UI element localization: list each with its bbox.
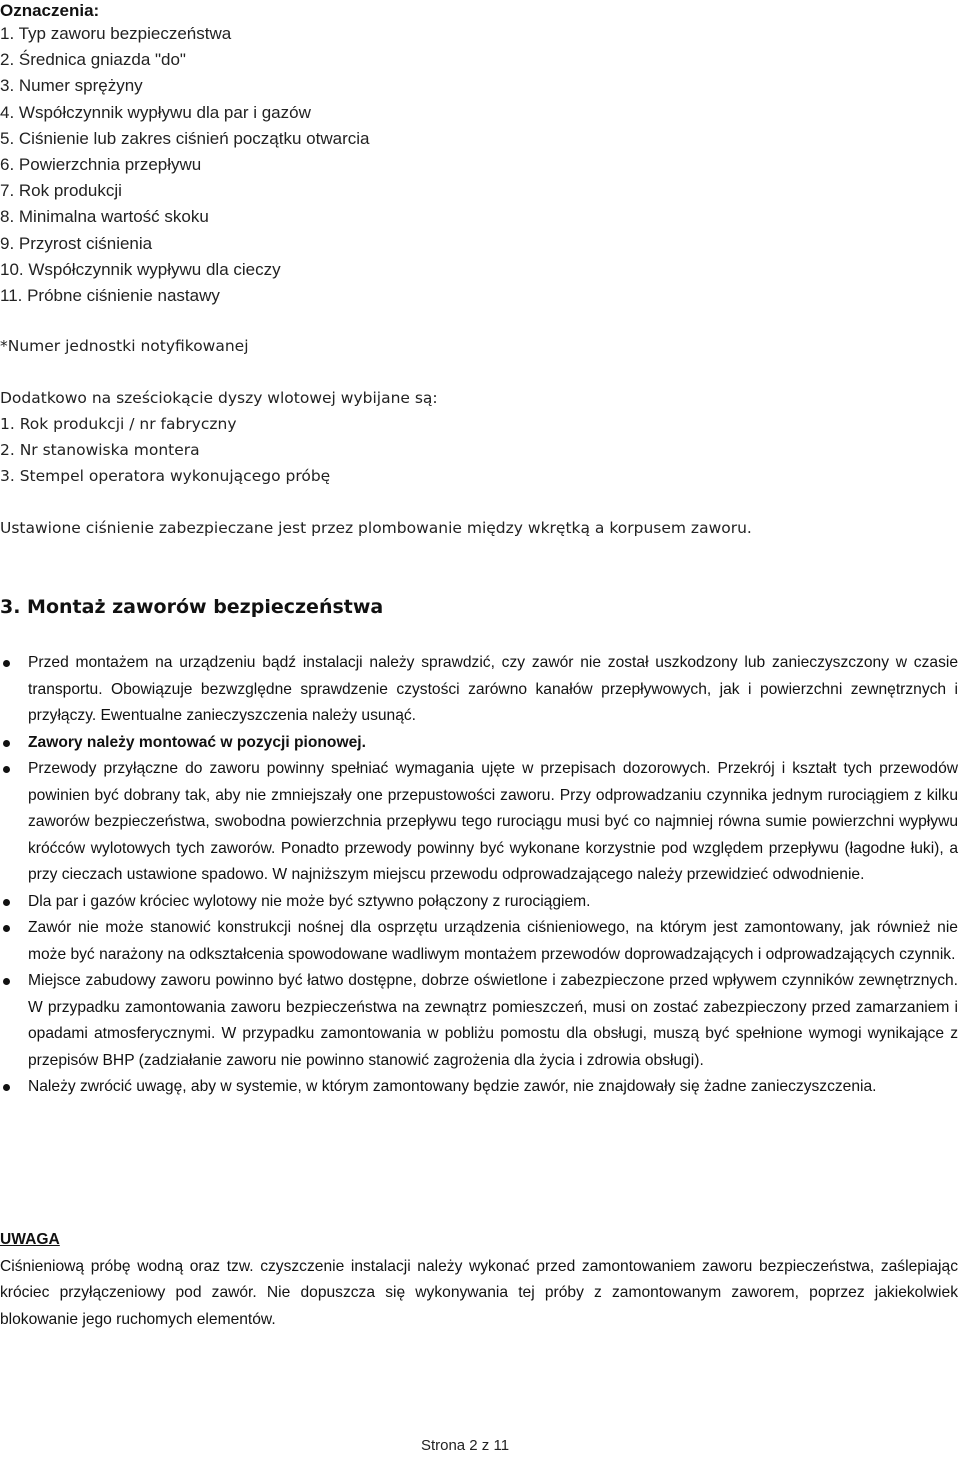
- bullet-item: [0, 756, 958, 889]
- nozzle-marking-item: 1. Rok produkcji / nr fabryczny: [0, 415, 237, 433]
- designations-list: [0, 21, 369, 309]
- designation-item: 2. Średnica gniazda "do": [0, 50, 186, 70]
- designation-item: 8. Minimalna wartość skoku: [0, 207, 209, 227]
- designation-item: 11. Próbne ciśnienie nastawy: [0, 286, 220, 306]
- bullet-text: Zawory należy montować w pozycji pionowej.: [28, 733, 366, 751]
- designation-item: 9. Przyrost ciśnienia: [0, 233, 153, 253]
- bullet-dot-icon: [3, 899, 10, 906]
- notified-body-note: *Numer jednostki notyfikowanej: [0, 337, 249, 355]
- designation-item: 5. Ciśnienie lub zakres ciśnień początku otwarcia: [0, 128, 370, 148]
- bullet-dot-icon: [3, 766, 10, 773]
- bullet-text: Zawór nie może stanowić konstrukcji nośnej dla osprzętu urządzenia ciśnieniowego, na którym jest zamontowany, jak również nie może być narażony na odkształcenia spowodowane wadliwym montażem przewodów doprowadzających i odprowadzających czynnik.: [28, 919, 958, 963]
- warning-block: [0, 1227, 958, 1333]
- designation-item: 6. Powierzchnia przepływu: [0, 155, 202, 175]
- bullet-item: [0, 1074, 958, 1101]
- bullet-item: [0, 730, 958, 757]
- seal-note: Ustawione ciśnienie zabezpieczane jest przez plombowanie między wkrętką a korpusem zaworu.: [0, 519, 752, 537]
- nozzle-marking-item: 2. Nr stanowiska montera: [0, 441, 200, 459]
- page-number: Strona 2 z 11: [420, 1437, 510, 1454]
- nozzle-marking-intro: Dodatkowo na sześciokącie dyszy wlotowej wybijane są:: [0, 389, 438, 407]
- bullet-text: Przewody przyłączne do zaworu powinny spełniać wymagania ujęte w przepisach dozorowych. Przekrój i kształt tych przewodów powinien być dobrany tak, aby nie zmniejszały one przepustowości zaworu. Przy odprowadzaniu czynnika jednym rurociągiem z kilku zaworów bezpieczeństwa, swobodna powierzchnia przepływu tego rurociągu musi być co najmniej równa sumie powierzchni wypływu króćców wylotowych tych zaworów. Ponadto przewody powinny być wykonane korzystnie pod względem przepływu (łagodne łuki), a przy cieczach ustawione spadowo. W najniższym miejscu przewodu odprowadzającego należy przewidzieć odwodnienie.: [28, 760, 958, 883]
- bullet-dot-icon: [3, 1084, 10, 1091]
- designation-item: 10. Współczynnik wypływu dla cieczy: [0, 259, 281, 279]
- bullet-item: [0, 650, 958, 730]
- bullet-dot-icon: [3, 978, 10, 985]
- warning-text: Ciśnieniową próbę wodną oraz tzw. czyszczenie instalacji należy wykonać przed zamontowaniem zaworu bezpieczeństwa, zaślepiając króciec przyłączeniowy pod zawór. Nie dopuszcza się wykonywania tej próby z zamontowanym zaworem, poprzez jakiekolwiek blokowanie jego ruchomych elementów.: [0, 1257, 958, 1328]
- bullet-dot-icon: [3, 740, 10, 747]
- designation-item: 7. Rok produkcji: [0, 181, 122, 201]
- bullet-item: [0, 968, 958, 1074]
- section-heading: 3. Montaż zaworów bezpieczeństwa: [0, 596, 384, 618]
- nozzle-marking: [0, 385, 438, 489]
- bullet-dot-icon: [3, 660, 10, 667]
- bullet-dot-icon: [3, 925, 10, 932]
- nozzle-marking-item: 3. Stempel operatora wykonującego próbę: [0, 467, 331, 485]
- bullet-text: Należy zwrócić uwagę, aby w systemie, w którym zamontowany będzie zawór, nie znajdowały się żadne zanieczyszczenia.: [28, 1078, 877, 1095]
- designations-heading: Oznaczenia:: [0, 1, 100, 20]
- designation-item: 4. Współczynnik wypływu dla par i gazów: [0, 102, 311, 122]
- designation-item: 1. Typ zaworu bezpieczeństwa: [0, 24, 232, 43]
- bullet-item: [0, 915, 958, 968]
- mounting-bullet-list: [0, 650, 958, 1101]
- bullet-item: [0, 889, 958, 916]
- designation-item: 3. Numer sprężyny: [0, 76, 143, 96]
- bullet-text: Przed montażem na urządzeniu bądź instalacji należy sprawdzić, czy zawór nie został uszkodzony lub zanieczyszczony w czasie transportu. Obowiązuje bezwzględne sprawdzenie czystości zarówno kanałów przepływowych, jak i powierzchni zewnętrznych i przyłączy. Ewentualne zanieczyszczenia należy usunąć.: [28, 654, 958, 724]
- bullet-text: Dla par i gazów króciec wylotowy nie może być sztywno połączony z rurociągiem.: [28, 892, 591, 910]
- bullet-text: Miejsce zabudowy zaworu powinno być łatwo dostępne, dobrze oświetlone i zabezpieczone przed wpływem czynników zewnętrznych. W przypadku zamontowania zaworu bezpieczeństwa na zewnątrz pomieszczeń, musi on zostać zabezpieczony przed zamarzaniem i opadami atmosferycznymi. W przypadku zamontowania w pobliżu pomostu dla obsługi, muszą być spełnione wymogi wynikające z przepisów BHP (zadziałanie zaworu nie powinno stanowić zagrożenia dla życia i zdrowia obsługi).: [28, 972, 958, 1069]
- nozzle-marking-list: [0, 411, 438, 489]
- warning-title: UWAGA: [0, 1231, 60, 1248]
